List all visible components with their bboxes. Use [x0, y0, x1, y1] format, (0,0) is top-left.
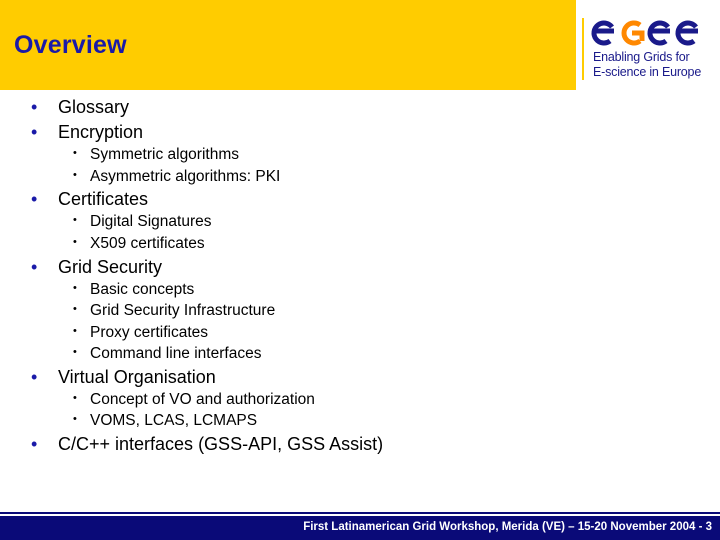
- outline-label: Certificates: [58, 189, 149, 209]
- outline-subitem: [73, 345, 262, 363]
- bullet-icon: •: [31, 122, 38, 142]
- outline-sublabel: Asymmetric algorithms: PKI: [90, 168, 281, 185]
- outline-sublabel: Command line interfaces: [90, 345, 262, 362]
- logo-tagline-1: Enabling Grids for: [593, 50, 690, 64]
- outline-item-encryption: [31, 122, 144, 143]
- outline-subitem: [73, 281, 195, 299]
- bullet-icon: •: [73, 325, 77, 337]
- outline-subitem: [73, 213, 212, 231]
- outline-item-grid-security: [31, 257, 163, 278]
- outline-sublabel: Concept of VO and authorization: [90, 391, 315, 408]
- bullet-icon: •: [73, 214, 77, 226]
- bullet-icon: •: [73, 346, 77, 358]
- outline-subitem: [73, 412, 258, 430]
- outline-subitem: [73, 235, 205, 253]
- outline-subitem: [73, 324, 209, 342]
- outline-sublabel: Proxy certificates: [90, 324, 209, 341]
- footer-text: First Latinamerican Grid Workshop, Merida (VE) – 15-20 November 2004 - 3: [303, 521, 712, 533]
- outline-item-certificates: [31, 189, 149, 210]
- outline-item-glossary: [31, 97, 130, 118]
- bullet-icon: •: [31, 257, 38, 277]
- slide-title: Overview: [14, 31, 127, 59]
- outline-sublabel: Grid Security Infrastructure: [90, 302, 276, 319]
- bullet-icon: •: [31, 434, 38, 454]
- bullet-icon: •: [73, 169, 77, 181]
- outline-label: C/C++ interfaces (GSS-API, GSS Assist): [58, 434, 384, 454]
- outline-label: Grid Security: [58, 257, 163, 277]
- bullet-icon: •: [73, 147, 77, 159]
- logo-tagline-2: E-science in Europe: [593, 65, 702, 79]
- bullet-icon: •: [73, 236, 77, 248]
- outline-label: Encryption: [58, 122, 144, 142]
- outline-label: Glossary: [58, 97, 130, 117]
- outline-subitem: [73, 391, 315, 409]
- footer-divider: [0, 514, 720, 516]
- outline-subitem: [73, 168, 281, 186]
- outline-sublabel: X509 certificates: [90, 235, 205, 252]
- outline-item-virtual-organisation: [31, 367, 216, 388]
- bullet-icon: •: [73, 413, 77, 425]
- outline-item-c-interfaces: [31, 434, 384, 455]
- outline-sublabel: Symmetric algorithms: [90, 146, 239, 163]
- outline-subitem: [73, 146, 239, 164]
- bullet-icon: •: [73, 303, 77, 315]
- bullet-icon: •: [31, 367, 38, 387]
- bullet-icon: •: [73, 392, 77, 404]
- outline-sublabel: VOMS, LCAS, LCMAPS: [90, 412, 258, 429]
- outline-sublabel: Basic concepts: [90, 281, 195, 298]
- bullet-icon: •: [73, 282, 77, 294]
- outline-sublabel: Digital Signatures: [90, 213, 212, 230]
- bullet-icon: •: [31, 97, 38, 117]
- outline-subitem: [73, 302, 276, 320]
- outline-label: Virtual Organisation: [58, 367, 216, 387]
- bullet-icon: •: [31, 189, 38, 209]
